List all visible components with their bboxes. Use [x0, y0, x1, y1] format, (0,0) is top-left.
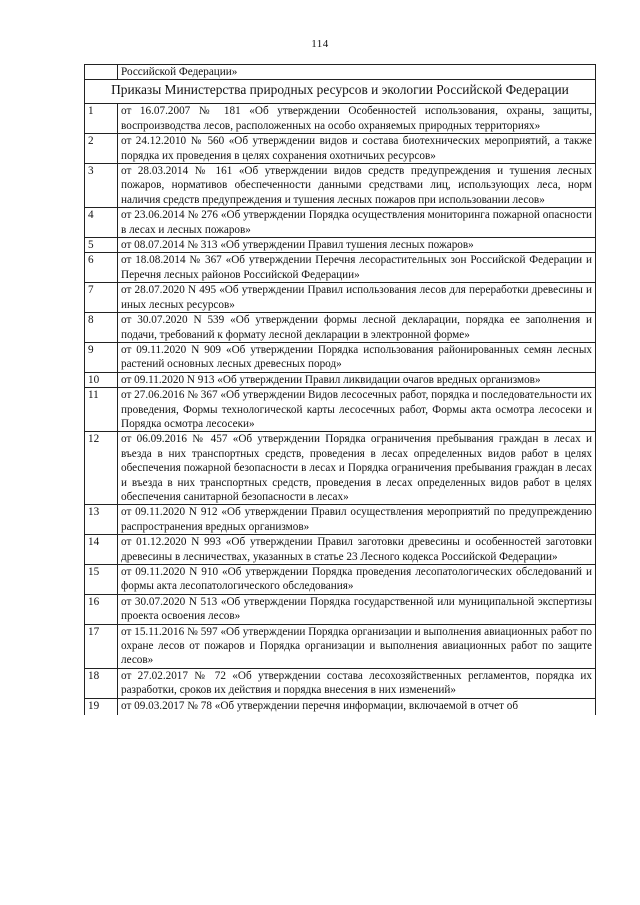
- entry-text: от 09.11.2020 N 913 «Об утверждении Правил ликвидации очагов вредных организмов»: [118, 372, 596, 387]
- entry-number: 5: [85, 238, 118, 253]
- table-row: [85, 283, 596, 313]
- table-row: [85, 698, 596, 715]
- regulations-table: [84, 64, 596, 715]
- table-row: [85, 624, 596, 668]
- entry-number: 4: [85, 208, 118, 238]
- entry-number: 14: [85, 535, 118, 565]
- table-row: [85, 535, 596, 565]
- entry-number: 7: [85, 283, 118, 313]
- entry-text: от 27.06.2016 № 367 «Об утверждении Видов лесосечных работ, порядка и последовательности их проведения, Формы технологической карты лесосечных работ, Формы акта осмотра лесосеки и Порядка осмотра лесосеки»: [118, 388, 596, 432]
- entry-number: 15: [85, 565, 118, 595]
- entry-number: 3: [85, 164, 118, 208]
- entry-text: от 16.07.2007 № 181 «Об утверждении Особенностей использования, охраны, защиты, воспроизводства лесов, расположенных на особо охраняемых природных территориях»: [118, 104, 596, 134]
- entry-text: от 24.12.2010 № 560 «Об утверждении видов и состава биотехнических мероприятий, а также порядка их проведения в целях сохранения охотничьих ресурсов»: [118, 134, 596, 164]
- table-row: [85, 372, 596, 387]
- entry-text: от 09.03.2017 № 78 «Об утверждении перечня информации, включаемой в отчет об: [118, 698, 596, 715]
- entry-text: от 09.11.2020 N 909 «Об утверждении Порядка использования районированных семян лесных растений основных лесных древесных пород»: [118, 342, 596, 372]
- entry-text: от 09.11.2020 N 910 «Об утверждении Порядка проведения лесопатологических обследований и формы акта лесопатологического обследования»: [118, 565, 596, 595]
- entry-number: 9: [85, 342, 118, 372]
- table-row: [85, 342, 596, 372]
- table-row: [85, 565, 596, 595]
- entry-text: от 15.11.2016 № 597 «Об утверждении Порядка организации и выполнения авиационных работ по охране лесов от пожаров и Порядка организации и выполнения авиационных работ по защите лесов»: [118, 624, 596, 668]
- entry-text: от 23.06.2014 № 276 «Об утверждении Порядка осуществления мониторинга пожарной опасности в лесах и лесных пожаров»: [118, 208, 596, 238]
- table-row: [85, 313, 596, 343]
- section-heading: Приказы Министерства природных ресурсов и экологии Российской Федерации: [85, 80, 596, 104]
- entry-number: 6: [85, 253, 118, 283]
- continuation-text: Российской Федерации»: [118, 65, 596, 80]
- table-row: [85, 432, 596, 505]
- table-row: [85, 253, 596, 283]
- entry-number: 13: [85, 505, 118, 535]
- entry-number: 16: [85, 594, 118, 624]
- entry-number: 10: [85, 372, 118, 387]
- entry-number: 18: [85, 668, 118, 698]
- table-row: [85, 388, 596, 432]
- entry-text: от 30.07.2020 N 539 «Об утверждении формы лесной декларации, порядка ее заполнения и подачи, требований к формату лесной декларации в электронной форме»: [118, 313, 596, 343]
- table-row: [85, 104, 596, 134]
- continuation-number-cell: [85, 65, 118, 80]
- section-heading-row: [85, 80, 596, 104]
- entry-text: от 01.12.2020 N 993 «Об утверждении Правил заготовки древесины и особенностей заготовки древесины в лесничествах, указанных в статье 23 Лесного кодекса Российской Федерации»: [118, 535, 596, 565]
- table-row: [85, 594, 596, 624]
- table-row: [85, 134, 596, 164]
- entry-number: 1: [85, 104, 118, 134]
- entry-text: от 06.09.2016 № 457 «Об утверждении Порядка ограничения пребывания граждан в лесах и въезда в них транспортных средств, проведения в лесах определенных видов работ в целях обеспечения пожарной безопасности в лесах и Порядка ограничения пребывания граждан в лесах и въезда в них транспортных средств, проведения в лесах определенных видов работ в целях обеспечения санитарной безопасности в лесах»: [118, 432, 596, 505]
- table-row: [85, 164, 596, 208]
- table-row: [85, 208, 596, 238]
- entry-number: 19: [85, 698, 118, 715]
- table-row: [85, 238, 596, 253]
- table-row: [85, 668, 596, 698]
- table-row: [85, 505, 596, 535]
- entry-number: 17: [85, 624, 118, 668]
- entry-text: от 09.11.2020 N 912 «Об утверждении Правил осуществления мероприятий по предупреждению распространения вредных организмов»: [118, 505, 596, 535]
- entry-text: от 27.02.2017 № 72 «Об утверждении состава лесохозяйственных регламентов, порядка их разработки, сроков их действия и порядка внесения в них изменений»: [118, 668, 596, 698]
- entry-text: от 08.07.2014 № 313 «Об утверждении Правил тушения лесных пожаров»: [118, 238, 596, 253]
- entry-text: от 28.03.2014 № 161 «Об утверждении видов средств предупреждения и тушения лесных пожаров, нормативов обеспеченности данными средствами лиц, использующих леса, норм наличия средств предупреждения и тушения лесных пожаров при использовании лесов»: [118, 164, 596, 208]
- entry-text: от 28.07.2020 N 495 «Об утверждении Правил использования лесов для переработки древесины и иных лесных ресурсов»: [118, 283, 596, 313]
- entry-text: от 30.07.2020 N 513 «Об утверждении Порядка государственной или муниципальной экспертизы проекта освоения лесов»: [118, 594, 596, 624]
- entry-text: от 18.08.2014 № 367 «Об утверждении Перечня лесорастительных зон Российской Федерации и Перечня лесных районов Российской Федерации»: [118, 253, 596, 283]
- page-number: 114: [311, 38, 329, 50]
- entry-number: 11: [85, 388, 118, 432]
- entry-number: 8: [85, 313, 118, 343]
- entry-number: 2: [85, 134, 118, 164]
- entry-number: 12: [85, 432, 118, 505]
- continuation-row: [85, 65, 596, 80]
